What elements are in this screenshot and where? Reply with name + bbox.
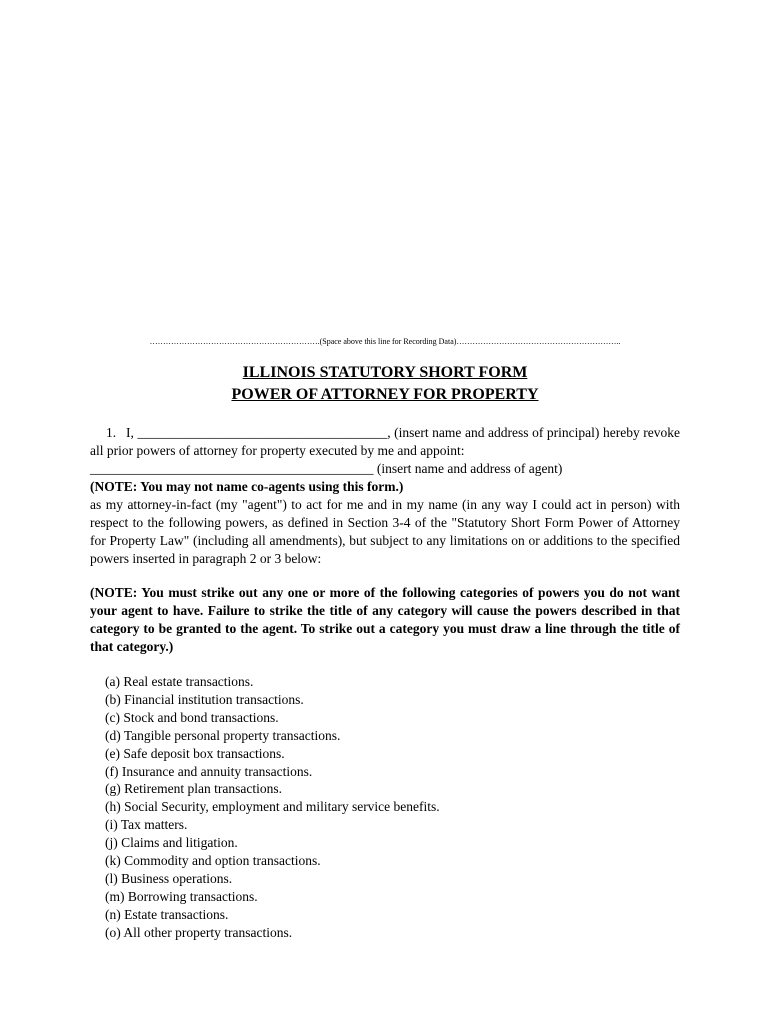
list-item: (l) Business operations. (105, 870, 233, 886)
paragraph-number: 1. (106, 425, 117, 440)
list-item: (e) Safe deposit box transactions. (105, 745, 285, 761)
agent-line: __________________________________________ (insert name and address of agent) (90, 461, 563, 476)
co-agent-note: (NOTE: You may not name co-agents using this form.) (90, 479, 404, 494)
list-item: (a) Real estate transactions. (105, 674, 254, 689)
list-item: (n) Estate transactions. (105, 906, 229, 922)
list-item: (o) All other property transactions. (105, 924, 293, 940)
recording-data-line: ……………………………………………………….(Space above this line for Recording Data)…………………………………………………….. (149, 337, 621, 346)
document-title (90, 362, 680, 406)
list-item: (k) Commodity and option transactions. (105, 853, 321, 869)
list-item: (b) Financial institution transactions. (105, 691, 304, 707)
list-item: (h) Social Security, employment and military service benefits. (105, 799, 440, 815)
principal-line: I, _____________________________________, (insert name and address of principal) hereby revoke all prior powers of attorney for property executed by me and appoint: (90, 425, 680, 458)
document-body (90, 424, 680, 942)
title-line-2: POWER OF ATTORNEY FOR PROPERTY (231, 386, 539, 403)
title-line-1: ILLINOIS STATUTORY SHORT FORM (242, 364, 528, 381)
strike-out-note: (NOTE: You must strike out any one or more of the following categories of powers you do not want your agent to have. Failure to strike the title of any category will cause the powers described in that category to be granted to the agent. To strike out a category you must draw a line through the title of that category.) (90, 585, 680, 654)
list-item: (c) Stock and bond transactions. (105, 709, 279, 725)
list-item: (f) Insurance and annuity transactions. (105, 763, 313, 779)
list-item: (j) Claims and litigation. (105, 835, 238, 851)
list-item: (m) Borrowing transactions. (105, 888, 258, 904)
list-item: (d) Tangible personal property transactions. (105, 727, 341, 743)
paragraph-1-principal (90, 424, 680, 460)
paragraph-1-body: as my attorney-in-fact (my "agent") to act for me and in my name (in any way I could act in person) with respect to the following powers, as defined in Section 3-4 of the "Statutory Short Form Power of Attorney for Property Law" (including all amendments), but subject to any limitations on or additions to the specified powers inserted in paragraph 2 or 3 below: (90, 497, 680, 566)
list-item: (g) Retirement plan transactions. (105, 781, 282, 797)
list-item: (i) Tax matters. (105, 817, 188, 833)
powers-list (90, 673, 680, 942)
